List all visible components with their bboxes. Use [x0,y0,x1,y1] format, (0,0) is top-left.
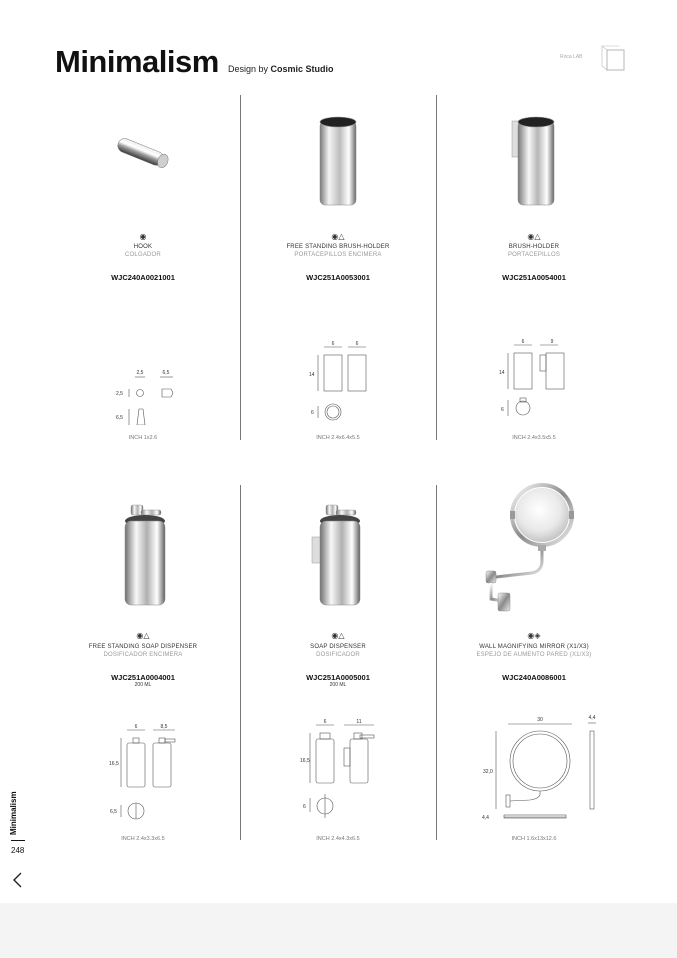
mirror-dim-a: 30 [537,717,543,723]
wall-soap-dispenser-dim-a: 6 [323,719,327,725]
product-inch-size: INCH 1.6x13x12.6 [511,836,557,842]
hook-dim-b: 6,5 [162,370,170,376]
page-number: 248 [11,846,25,855]
mirror-technical-drawing [480,713,610,825]
mirror-dim-b: 4,4 [588,715,596,721]
section-label: Minimalism [9,791,18,835]
product-symbols: ◉△ [527,232,541,241]
wall-soap-dispenser-dim-b: 11 [356,719,362,725]
product-name-en: FREE STANDING BRUSH-HOLDER [286,244,390,250]
product-name-en: SOAP DISPENSER [310,644,366,650]
product-name-en: WALL MAGNIFYING MIRROR (X1/X3) [479,644,589,650]
product-code[interactable]: WJC240A0086001 [502,673,566,682]
brush-holder-dim-b: 6 [355,341,359,347]
product-code[interactable]: WJC251A0004001 [111,673,175,682]
mirror-dim-d: 4,4 [482,815,489,821]
page-title: Minimalism [55,44,219,79]
logo-cube-icon [600,44,626,72]
brand-logo [560,44,626,72]
wall-brush-holder-dim-a: 6 [521,339,525,345]
product-inch-size: INCH 2.4x4.3x6.5 [316,836,360,842]
product-inch-size: INCH 2.4x3.5x5.5 [512,435,556,441]
product-card-free-standing-brush-holder[interactable] [240,95,436,440]
product-name-es: PORTACEPILLOS [507,252,561,258]
brush-holder-dim-a: 6 [331,341,335,347]
product-card-brush-holder[interactable] [436,95,632,440]
wall-brush-holder-photo [510,115,558,207]
hook-dim-c: 2,5 [116,391,123,397]
product-name-en: FREE STANDING SOAP DISPENSER [88,644,198,650]
product-card-soap-dispenser[interactable] [240,485,436,840]
brush-holder-dim-d: 6 [311,410,314,416]
logo-text: Roca LAB [560,54,583,60]
product-name-es: ESPEJO DE AUMENTO PARED (X1/X3) [476,652,592,658]
product-code[interactable]: WJC240A0021001 [111,273,175,282]
subtitle-prefix: Design by [228,64,271,74]
brush-holder-dim-h: 14 [309,372,315,378]
wall-brush-holder-dim-h: 14 [499,370,505,376]
product-name-es: COLGADOR [125,252,161,258]
soap-dispenser-dim-h: 16,5 [109,761,119,767]
product-name-en: BRUSH-HOLDER [508,244,560,250]
mirror-photo [480,481,590,615]
hook-technical-drawing [113,365,183,425]
product-name-es: DOSIFICADOR ENCIMERA [103,652,183,658]
wall-soap-dispenser-dim-h: 16,5 [300,758,310,764]
section-rule [11,840,25,841]
product-symbols: ◉◈ [527,631,541,640]
brush-holder-technical-drawing [308,340,378,430]
soap-dispenser-dim-b: 8,5 [160,724,168,730]
hook-dim-a: 2,5 [136,370,144,376]
product-symbols: ◉ [139,232,147,241]
wall-brush-holder-dim-d: 6 [501,407,504,413]
product-code[interactable]: WJC251A0054001 [502,273,566,282]
wall-soap-dispenser-photo [310,501,366,607]
product-inch-size: INCH 2.4x6.4x5.5 [316,435,360,441]
chevron-left-icon [10,870,26,890]
product-volume: 200 ML [134,682,152,688]
product-symbols: ◉△ [331,631,345,640]
wall-soap-dispenser-technical-drawing [300,718,384,823]
wall-soap-dispenser-dim-d: 6 [303,804,306,810]
product-symbols: ◉△ [331,232,345,241]
product-inch-size: INCH 2.4x3.3x6.5 [121,836,165,842]
product-volume: 200 ML [329,682,347,688]
soap-dispenser-dim-d: 6,5 [110,809,117,815]
page-subtitle [228,64,334,74]
mirror-dim-h: 32,0 [483,769,493,775]
soap-dispenser-technical-drawing [109,723,185,823]
product-card-hook[interactable] [45,95,241,440]
hook-photo [110,133,176,175]
wall-brush-holder-technical-drawing [498,338,574,428]
viewer-footer-band [0,903,677,958]
product-code[interactable]: WJC251A0053001 [306,273,370,282]
product-code[interactable]: WJC251A0005001 [306,673,370,682]
product-name-es: DOSIFICADOR [316,652,360,658]
product-card-wall-magnifying-mirror[interactable] [436,485,632,840]
back-button[interactable] [10,870,26,890]
soap-dispenser-dim-a: 6 [134,724,138,730]
subtitle-brand: Cosmic Studio [270,64,334,74]
brush-holder-photo [318,115,358,207]
product-name-en: HOOK [133,244,153,250]
hook-dim-d: 6,5 [116,415,123,421]
product-symbols: ◉△ [136,631,150,640]
product-card-free-standing-soap-dispenser[interactable] [45,485,241,840]
product-name-es: PORTACEPILLOS ENCIMERA [294,252,382,258]
soap-dispenser-photo [121,501,169,607]
wall-brush-holder-dim-b: 9 [550,339,554,345]
product-inch-size: INCH 1x2.6 [128,435,158,441]
